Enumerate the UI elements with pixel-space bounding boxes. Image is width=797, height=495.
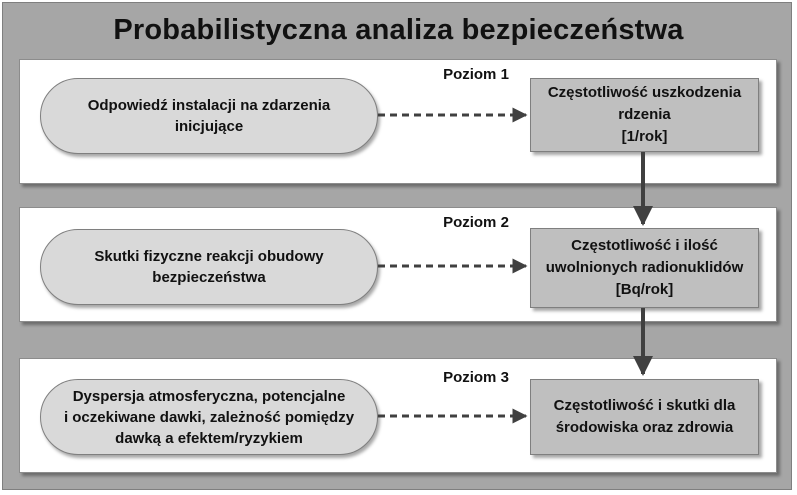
level-3-label: Poziom 3: [443, 369, 509, 386]
diagram-title: Probabilistyczna analiza bezpieczeństwa: [113, 14, 684, 46]
level-2-band: [19, 207, 777, 322]
level-1-label: Poziom 1: [443, 66, 509, 83]
level-1-band: [19, 59, 777, 184]
level-2-label: Poziom 2: [443, 214, 509, 231]
level-2-output-box: Częstotliwość i ilość uwolnionych radionuklidów [Bq/rok]: [530, 228, 759, 308]
level-2-input-box: Skutki fizyczne reakcji obudowy bezpieczeństwa: [40, 229, 378, 305]
level-3-band: [19, 358, 777, 473]
level-3-output-box: Częstotliwość i skutki dla środowiska oraz zdrowia: [530, 379, 759, 455]
level-1-output-box: Częstotliwość uszkodzenia rdzenia [1/rok]: [530, 78, 759, 152]
level-1-input-box: Odpowiedź instalacji na zdarzenia inicjujące: [40, 78, 378, 154]
level-3-input-box: Dyspersja atmosferyczna, potencjalne i oczekiwane dawki, zależność pomiędzy dawką a efektem/ryzykiem: [40, 379, 378, 455]
